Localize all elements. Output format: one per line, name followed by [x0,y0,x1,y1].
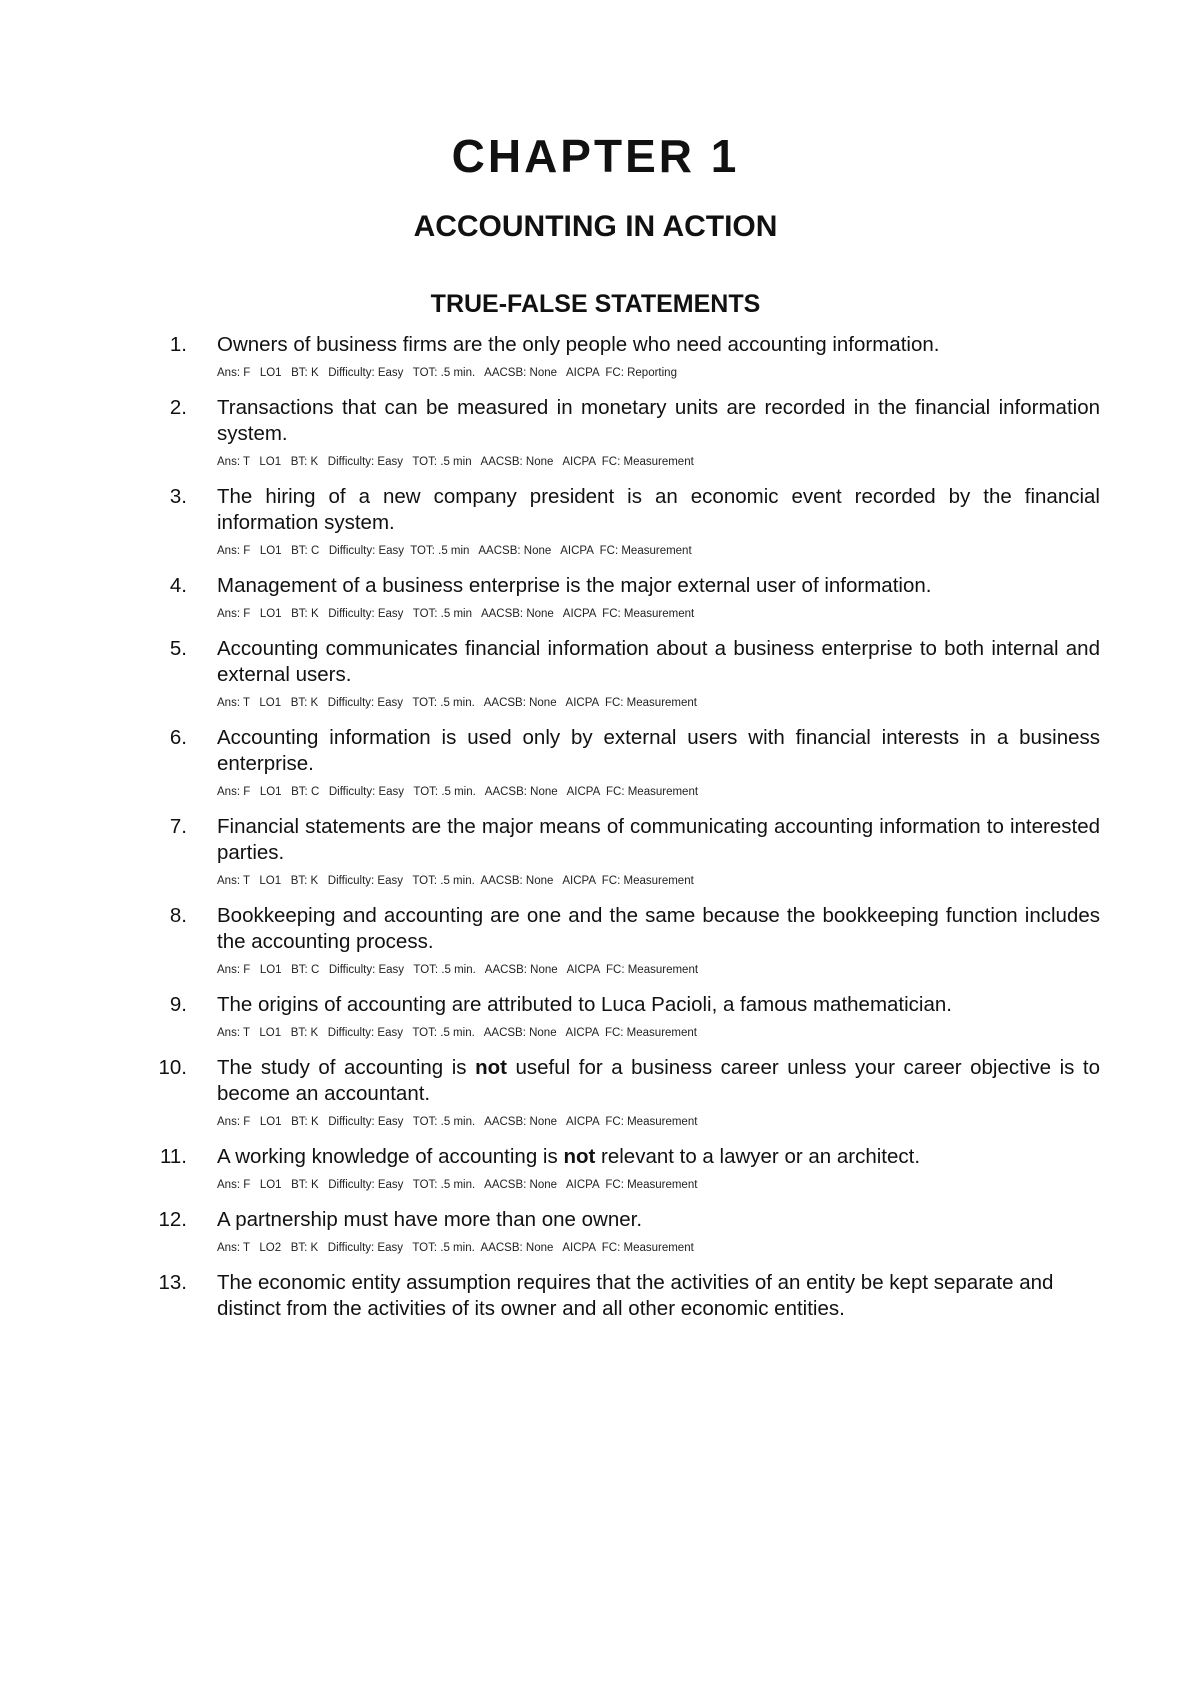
question-number: 10. [158,1056,187,1079]
question-text: The hiring of a new company president is an economic event recorded by the financial information system. [217,485,1100,534]
question-text: Accounting information is used only by external users with financial interests in a business enterprise. [217,726,1100,775]
answer-metadata: Ans: T LO1 BT: K Difficulty: Easy TOT: .5 min AACSB: None AICPA FC: Measurement [217,456,694,468]
question-number: 4. [169,574,187,597]
question-text-part: The study of accounting is [217,1056,476,1079]
question-text: The economic entity assumption requires that the activities of an entity be kept separate and distinct from the activities of its owner and all other economic entities. [217,1271,1054,1320]
answer-metadata: Ans: T LO1 BT: K Difficulty: Easy TOT: .5 min. AACSB: None AICPA FC: Measurement [217,1027,697,1039]
question-item [0,484,1191,558]
question-text-part: useful for a business career unless your career objective is to become an accountant. [217,1056,1101,1105]
question-text: The origins of accounting are attributed to Luca Pacioli, a famous mathematician. [217,993,952,1016]
question-number: 1. [169,333,187,356]
question-item [0,992,1191,1040]
question-number: 9. [169,993,187,1016]
emphasis-not: not [563,1145,596,1168]
question-item [0,1207,1191,1255]
question-text: A partnership must have more than one owner. [217,1208,643,1231]
question-number: 2. [169,396,187,419]
answer-metadata: Ans: F LO1 BT: C Difficulty: Easy TOT: .5 min. AACSB: None AICPA FC: Measurement [217,786,699,798]
chapter-heading: CHAPTER 1 [451,130,740,182]
answer-metadata: Ans: T LO2 BT: K Difficulty: Easy TOT: .5 min. AACSB: None AICPA FC: Measurement [217,1242,694,1254]
question-text: Owners of business firms are the only people who need accounting information. [217,333,940,356]
question-number: 7. [169,815,187,838]
question-item [0,636,1191,710]
chapter-title: ACCOUNTING IN ACTION [413,210,778,243]
question-number: 6. [169,726,187,749]
question-number: 3. [169,485,187,508]
question-text-part: A working knowledge of accounting is [217,1145,564,1168]
question-item [0,1144,1191,1192]
question-item [0,725,1191,799]
question-item [0,573,1191,621]
question-item [0,332,1191,380]
question-number: 13. [158,1271,187,1294]
question-text: Management of a business enterprise is the major external user of information. [217,574,932,597]
answer-metadata: Ans: T LO1 BT: K Difficulty: Easy TOT: .5 min. AACSB: None AICPA FC: Measurement [217,875,694,887]
question-item [0,814,1191,888]
answer-metadata: Ans: F LO1 BT: C Difficulty: Easy TOT: .5 min AACSB: None AICPA FC: Measurement [217,545,692,557]
question-text [217,1055,1100,1107]
question-text: Bookkeeping and accounting are one and the same because the bookkeeping function includes the accounting process. [217,904,1100,953]
section-heading: TRUE-FALSE STATEMENTS [430,290,761,318]
emphasis-not: not [475,1056,507,1079]
question-text: Financial statements are the major means of communicating accounting information to interested parties. [217,815,1100,864]
question-text-part: relevant to a lawyer or an architect. [595,1145,921,1168]
answer-metadata: Ans: F LO1 BT: C Difficulty: Easy TOT: .5 min. AACSB: None AICPA FC: Measurement [217,964,699,976]
answer-metadata: Ans: F LO1 BT: K Difficulty: Easy TOT: .5 min. AACSB: None AICPA FC: Measurement [217,1179,698,1191]
question-text: Transactions that can be measured in monetary units are recorded in the financial information system. [217,396,1100,445]
answer-metadata: Ans: F LO1 BT: K Difficulty: Easy TOT: .5 min. AACSB: None AICPA FC: Measurement [217,1116,698,1128]
question-number: 8. [169,904,187,927]
question-item [0,395,1191,469]
question-item [0,1270,1191,1322]
question-number: 12. [158,1208,187,1231]
answer-metadata: Ans: T LO1 BT: K Difficulty: Easy TOT: .5 min. AACSB: None AICPA FC: Measurement [217,697,697,709]
question-list [0,332,1191,1337]
answer-metadata: Ans: F LO1 BT: K Difficulty: Easy TOT: .5 min. AACSB: None AICPA FC: Reporting [217,367,677,379]
question-text: Accounting communicates financial information about a business enterprise to both internal and external users. [217,637,1100,686]
answer-metadata: Ans: F LO1 BT: K Difficulty: Easy TOT: .5 min AACSB: None AICPA FC: Measurement [217,608,695,620]
question-text [217,1144,1100,1170]
question-number: 11. [160,1145,187,1168]
question-item [0,1055,1191,1129]
question-number: 5. [169,637,187,660]
question-item [0,903,1191,977]
